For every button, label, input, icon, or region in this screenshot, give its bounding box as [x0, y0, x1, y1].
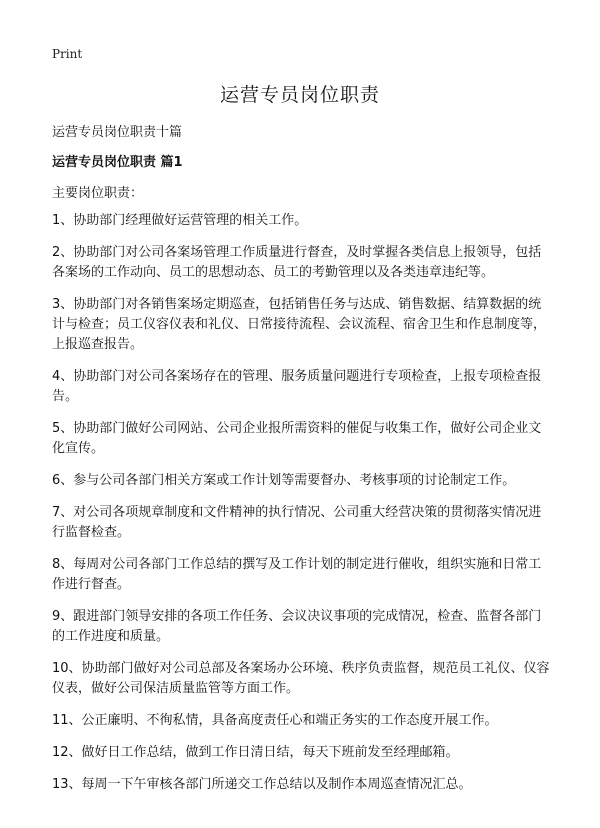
document-subtitle: 运营专员岗位职责十篇	[52, 125, 183, 140]
print-link[interactable]: Print	[52, 47, 83, 61]
duties-intro: 主要岗位职责：	[52, 186, 144, 201]
duty-item: 10、协助部门做好对公司总部及各案场办公环境、秩序负责监督，规范员工礼仪、仪容仪表，做好公司保洁质量监管等方面工作。	[52, 661, 550, 696]
duties-list	[52, 211, 552, 807]
duty-item: 4、协助部门对公司各案场存在的管理、服务质量问题进行专项检查，上报专项检查报告。	[52, 369, 542, 404]
duty-item: 11、公正廉明、不徇私情，具备高度责任心和端正务实的工作态度开展工作。	[52, 713, 498, 728]
duty-item: 9、跟进部门领导安排的各项工作任务、会议决议事项的完成情况，检查、监督各部门的工作进度和质量。	[52, 609, 542, 644]
duty-item: 2、协助部门对公司各案场管理工作质量进行督查，及时掌握各类信息上报领导，包括各案场的工作动向、员工的思想动态、员工的考勤管理以及各类违章违纪等。	[52, 245, 542, 280]
duty-item: 1、协助部门经理做好运营管理的相关工作。	[52, 213, 308, 228]
duty-item: 13、每周一下午审核各部门所递交工作总结以及制作本周巡查情况汇总。	[52, 777, 472, 792]
section-heading: 运营专员岗位职责 篇1	[52, 155, 183, 170]
duty-item: 7、对公司各项规章制度和文件精神的执行情况、公司重大经营决策的贯彻落实情况进行监督检查。	[52, 505, 542, 540]
duty-item: 5、协助部门做好公司网站、公司企业报所需资料的催促与收集工作，做好公司企业文化宣传。	[52, 421, 542, 456]
page-title: 运营专员岗位职责	[219, 84, 380, 106]
duty-item: 3、协助部门对各销售案场定期巡查，包括销售任务与达成、销售数据、结算数据的统计与检查；员工仪容仪表和礼仪、日常接待流程、会议流程、宿舍卫生和作息制度等，上报巡查报告。	[52, 297, 547, 352]
duty-item: 12、做好日工作总结，做到工作日清日结，每天下班前发至经理邮箱。	[52, 745, 459, 760]
duty-item: 8、每周对公司各部门工作总结的撰写及工作计划的制定进行催收，组织实施和日常工作进行督查。	[52, 557, 542, 592]
duty-item: 6、参与公司各部门相关方案或工作计划等需要督办、考核事项的讨论制定工作。	[52, 473, 516, 488]
